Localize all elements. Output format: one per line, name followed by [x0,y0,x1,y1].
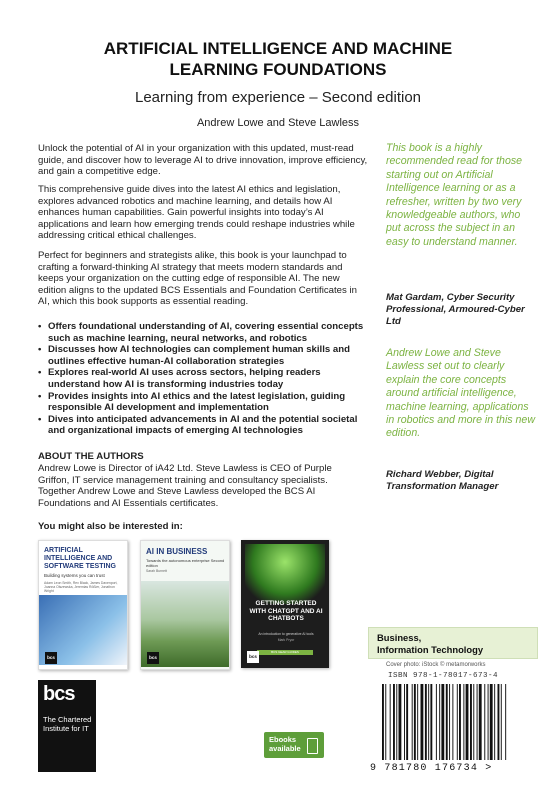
ebooks-label: Ebooks available [269,735,301,753]
related-book-authors: Adam Leon Smith, Rex Black, James Davenport, Joanna Olszewska, Jeremias Rößler, Jonathon Wright [44,581,118,593]
about-authors-text: Andrew Lowe is Director of iA42 Ltd. Steve Lawless is CEO of Purple Griffon, IT service management training and consultancy specialists. Together Andrew Lowe and Steve Lawless developed the BCS AI Foundations and AI Essentials certificates. [38,463,332,509]
book-authors: Andrew Lowe and Steve Lawless [196,117,360,129]
tablet-icon [307,738,318,754]
cover-photo-credit: Cover photo: iStock © metamorworks [386,662,486,668]
review-quote-1: This book is a highly recommended read for those starting out on Artificial Intelligence learning or as a refresher, written by two very knowledgeable authors, who put across the subject in an easy to understand manner. [386,142,523,248]
isbn-text: ISBN 978-1-78017-673-4 [388,672,499,680]
intro-paragraph: Unlock the potential of AI in your organization with this updated, must-read guide, and discover how to leverage AI to drive innovation, improve efficiency, and gain a competitive edge. [38,143,368,178]
review-attribution-2: Richard Webber, Digital Transformation Manager [386,469,499,492]
related-books-heading: You might also be interested in: [38,521,183,532]
related-book-chatgpt[interactable] [241,540,329,668]
related-book-subtitle: Building systems you can trust [44,573,105,578]
review-quote-2: Andrew Lowe and Steve Lawless set out to clearly explain the core concepts around artificial intelligence, machine learning, applications in robotics and more in this new edition. [386,347,535,440]
feature-list [38,321,368,437]
title-line-2: LEARNING FOUNDATIONS [169,60,387,79]
bcs-tagline: The Chartered Institute for IT [43,715,92,733]
barcode-number: 9 781780 176734 > [370,763,493,774]
description-paragraph: This comprehensive guide dives into the latest AI ethics and legislation, explores advanced robotics and machine learning, and details how AI enhances human capabilities. Gain powerful insights into today’s AI applications and learn how emerging trends could reshape industries while addressing critical ethical challenges. [38,184,355,242]
bcs-logo-mark: bcs [43,683,75,705]
related-book-ai-software-testing[interactable] [38,540,128,670]
feature-item: • Discusses how AI technologies can complement human skills and outlines effective human-AI collaboration strategies [38,344,368,367]
book-cover-art [245,544,325,604]
related-book-title: ARTIFICIAL INTELLIGENCE AND SOFTWARE TESTING [44,547,116,570]
ebooks-available-badge [264,732,324,758]
related-book-title: GETTING STARTED WITH CHATGPT AND AI CHATBOTS [249,600,323,623]
series-bar: BCS GEAR GUIDES [257,650,313,655]
related-book-subtitle: Towards the autonomous enterprise Second edition [146,558,225,568]
related-book-authors: Sarah Burnett [146,569,167,573]
audience-paragraph: Perfect for beginners and strategists alike, this book is your launchpad to crafting a forward-thinking AI strategy that meets modern standards and keeps your organization on the cutting edge of responsible AI. The new edition aligns to the updated BCS Essentials and Foundation Certificates in AI, which this book supports as essential reading. [38,250,357,308]
feature-item: • Offers foundational understanding of AI, covering essential concepts such as machine learning, neural networks, and robotics [38,321,368,344]
category-line-1: Business, [377,632,422,643]
feature-item: • Dives into anticipated advancements in AI and the potential societal and organizational impacts of emerging AI technologies [38,414,368,437]
book-title [0,38,556,80]
feature-item: • Provides insights into AI ethics and the latest legislation, guiding responsible AI development and implementation [38,391,368,414]
title-line-1: ARTIFICIAL INTELLIGENCE AND MACHINE [103,39,453,58]
bcs-logo-icon: bcs [247,651,259,663]
bcs-logo-icon: bcs [147,652,159,664]
barcode-icon [368,682,536,762]
related-book-subtitle: An introduction to generative AI tools [258,632,314,636]
bcs-logo-icon: bcs [45,652,57,664]
related-book-title: AI IN BUSINESS [146,547,208,556]
category-box [368,627,538,659]
related-book-authors: Mark Pryor [277,638,295,642]
category-line-2: Information Technology [377,644,484,655]
review-attribution-1: Mat Gardam, Cyber Security Professional, Armoured-Cyber Ltd [386,292,525,327]
feature-item: • Explores real-world AI uses across sectors, helping readers understand how AI is transforming industries today [38,367,368,390]
bcs-logo [38,680,96,772]
book-subtitle: Learning from experience – Second edition [134,89,422,106]
related-book-ai-in-business[interactable] [140,540,230,670]
about-authors-heading: ABOUT THE AUTHORS [38,451,144,462]
